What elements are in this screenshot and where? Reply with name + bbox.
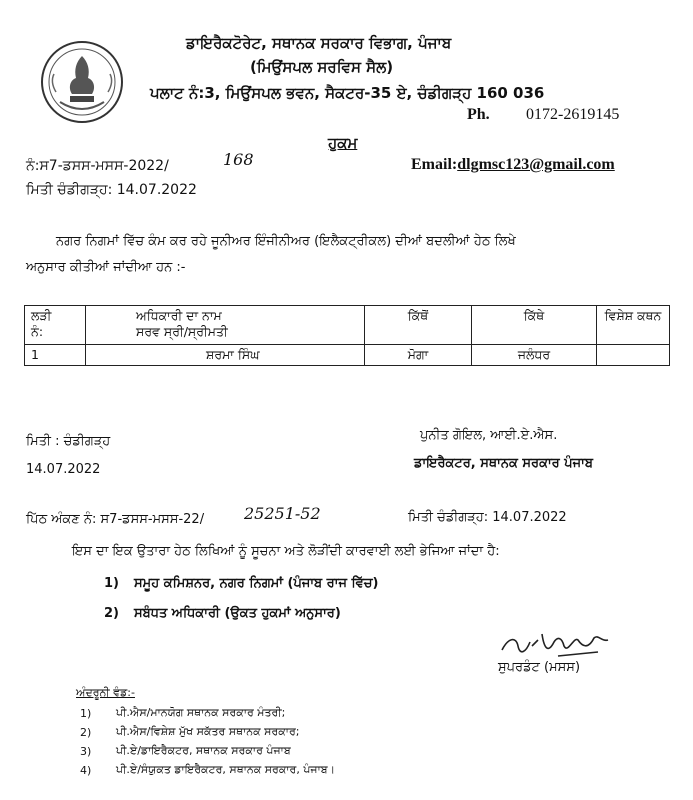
reference-handwritten: 168	[223, 150, 254, 169]
header-department: ਡਾਇਰੈਕਟੋਰੇਟ, ਸਥਾਨਕ ਸਰਕਾਰ ਵਿਭਾਗ, ਪੰਜਾਬ	[186, 34, 452, 52]
endorsement-item-text: ਸਬੰਧਤ ਅਧਿਕਾਰੀ (ਉਕਤ ਹੁਕਮਾਂ ਅਨੁਸਾਰ)	[134, 606, 341, 621]
superintendent-title: ਸੁਪਰਡੰਟ (ਮਸਸ)	[498, 660, 581, 675]
header-name-line2: ਸਰਵ ਸ੍ਰੀ/ਸ੍ਰੀਮਤੀ	[136, 324, 228, 339]
phone-number: 0172-2619145	[526, 106, 620, 123]
order-date: ਮਿਤੀ ਚੰਡੀਗੜ੍ਹ: 14.07.2022	[26, 182, 197, 198]
cell-officer-name: ਸ਼ਰਮਾ ਸਿੰਘ	[86, 345, 365, 366]
header-cell: (ਮਿਉਂਸਪਲ ਸਰਵਿਸ ਸੈਲ)	[250, 58, 394, 76]
endorsement-item-num: 2)	[104, 606, 119, 621]
sign-date: 14.07.2022	[26, 462, 101, 477]
header-remarks: ਵਿਸ਼ੇਸ਼ ਕਥਨ	[597, 306, 670, 345]
cell-remarks	[597, 345, 670, 366]
body-line-2: ਅਨੁਸਾਰ ਕੀਤੀਆਂ ਜਾਂਦੀਆ ਹਨ :-	[26, 260, 186, 275]
header-serial-line1: ਲੜੀ	[31, 308, 52, 323]
internal-item-text: ਪੀ.ਏ/ਡਾਇਰੈਕਟਰ, ਸਥਾਨਕ ਸਰਕਾਰ ਪੰਜਾਬ	[116, 744, 291, 757]
internal-item-num: 4)	[80, 764, 92, 777]
sign-place: ਮਿਤੀ : ਚੰਡੀਗੜ੍ਹ	[26, 434, 111, 449]
internal-item-text: ਪੀ.ਏ/ਸੰਯੁਕਤ ਡਾਇਰੈਕਟਰ, ਸਥਾਨਕ ਸਰਕਾਰ, ਪੰਜਾਬ।	[116, 763, 336, 776]
header-name-line1: ਅਧਿਕਾਰੀ ਦਾ ਨਾਮ	[136, 308, 222, 323]
government-seal-icon	[40, 40, 124, 124]
order-title: ਹੁਕਮ	[328, 134, 358, 152]
header-officer-name	[86, 306, 365, 345]
internal-title: ਅੰਦਰੂਨੀ ਵੰਡ:-	[76, 686, 135, 699]
email-link[interactable]: dlgmsc123@gmail.com	[457, 156, 615, 173]
internal-item-num: 2)	[80, 726, 92, 739]
cell-serial: 1	[25, 345, 86, 366]
header-serial-line2: ਨੰ:	[31, 324, 44, 339]
header-from: ਕਿੱਥੋਂ	[365, 306, 472, 345]
officer-name: ਪੁਨੀਤ ਗੋਇਲ, ਆਈ.ਏ.ਐਸ.	[420, 428, 558, 443]
endorsement-handwritten: 25251-52	[244, 504, 321, 523]
reference-number: ਨੰ:ਸ7-ਡਸਸ-ਮਸਸ-2022/	[26, 158, 169, 174]
header-address: ਪਲਾਟ ਨੰ:3, ਮਿਉਂਸਪਲ ਭਵਨ, ਸੈਕਟਰ-35 ਏ, ਚੰਡੀਗੜ੍ਹ 160 036	[150, 84, 545, 102]
email-label: Email:	[411, 156, 458, 173]
cell-to: ਜਲੰਧਰ	[472, 345, 597, 366]
internal-item-text: ਪੀ.ਐਸ/ਮਾਨਯੋਗ ਸਥਾਨਕ ਸਰਕਾਰ ਮੰਤਰੀ;	[116, 706, 286, 719]
header-serial	[25, 306, 86, 345]
table-header-row	[25, 306, 670, 345]
endorsement-date: ਮਿਤੀ ਚੰਡੀਗੜ੍ਹ: 14.07.2022	[408, 510, 567, 525]
transfer-table	[24, 305, 670, 366]
endorsement-item-num: 1)	[104, 576, 119, 591]
internal-item-num: 1)	[80, 707, 92, 720]
header-to: ਕਿੱਥੇ	[472, 306, 597, 345]
endorsement-item-text: ਸਮੂਹ ਕਮਿਸ਼ਨਰ, ਨਗਰ ਨਿਗਮਾਂ (ਪੰਜਾਬ ਰਾਜ ਵਿੱਚ)	[134, 576, 379, 591]
table-row	[25, 345, 670, 366]
signature-scribble	[498, 628, 618, 664]
endorsement-intro: ਇਸ ਦਾ ਇਕ ਉਤਾਰਾ ਹੇਠ ਲਿਖਿਆਂ ਨੂੰ ਸੂਚਨਾ ਅਤੇ ਲੋੜੀਂਦੀ ਕਾਰਵਾਈ ਲਈ ਭੇਜਿਆ ਜਾਂਦਾ ਹੈ:	[72, 544, 500, 559]
body-line-1: ਨਗਰ ਨਿਗਮਾਂ ਵਿੱਚ ਕੰਮ ਕਰ ਰਹੇ ਜੂਨੀਅਰ ਇੰਜੀਨੀਅਰ (ਇਲੈਕਟ੍ਰੀਕਲ) ਦੀਆਂ ਬਦਲੀਆਂ ਹੇਠ ਲਿਖੇ	[56, 234, 516, 249]
internal-item-text: ਪੀ.ਐਸ/ਵਿਸ਼ੇਸ਼ ਮੁੱਖ ਸਕੱਤਰ ਸਥਾਨਕ ਸਰਕਾਰ;	[116, 725, 300, 738]
internal-item-num: 3)	[80, 745, 92, 758]
phone-label: Ph.	[467, 106, 490, 123]
cell-from: ਮੋਗਾ	[365, 345, 472, 366]
endorsement-number: ਪਿੱਠ ਅੰਕਣ ਨੰ: ਸ7-ਡਸਸ-ਮਸਸ-22/	[26, 512, 205, 527]
officer-title: ਡਾਇਰੈਕਟਰ, ਸਥਾਨਕ ਸਰਕਾਰ ਪੰਜਾਬ	[414, 456, 593, 471]
